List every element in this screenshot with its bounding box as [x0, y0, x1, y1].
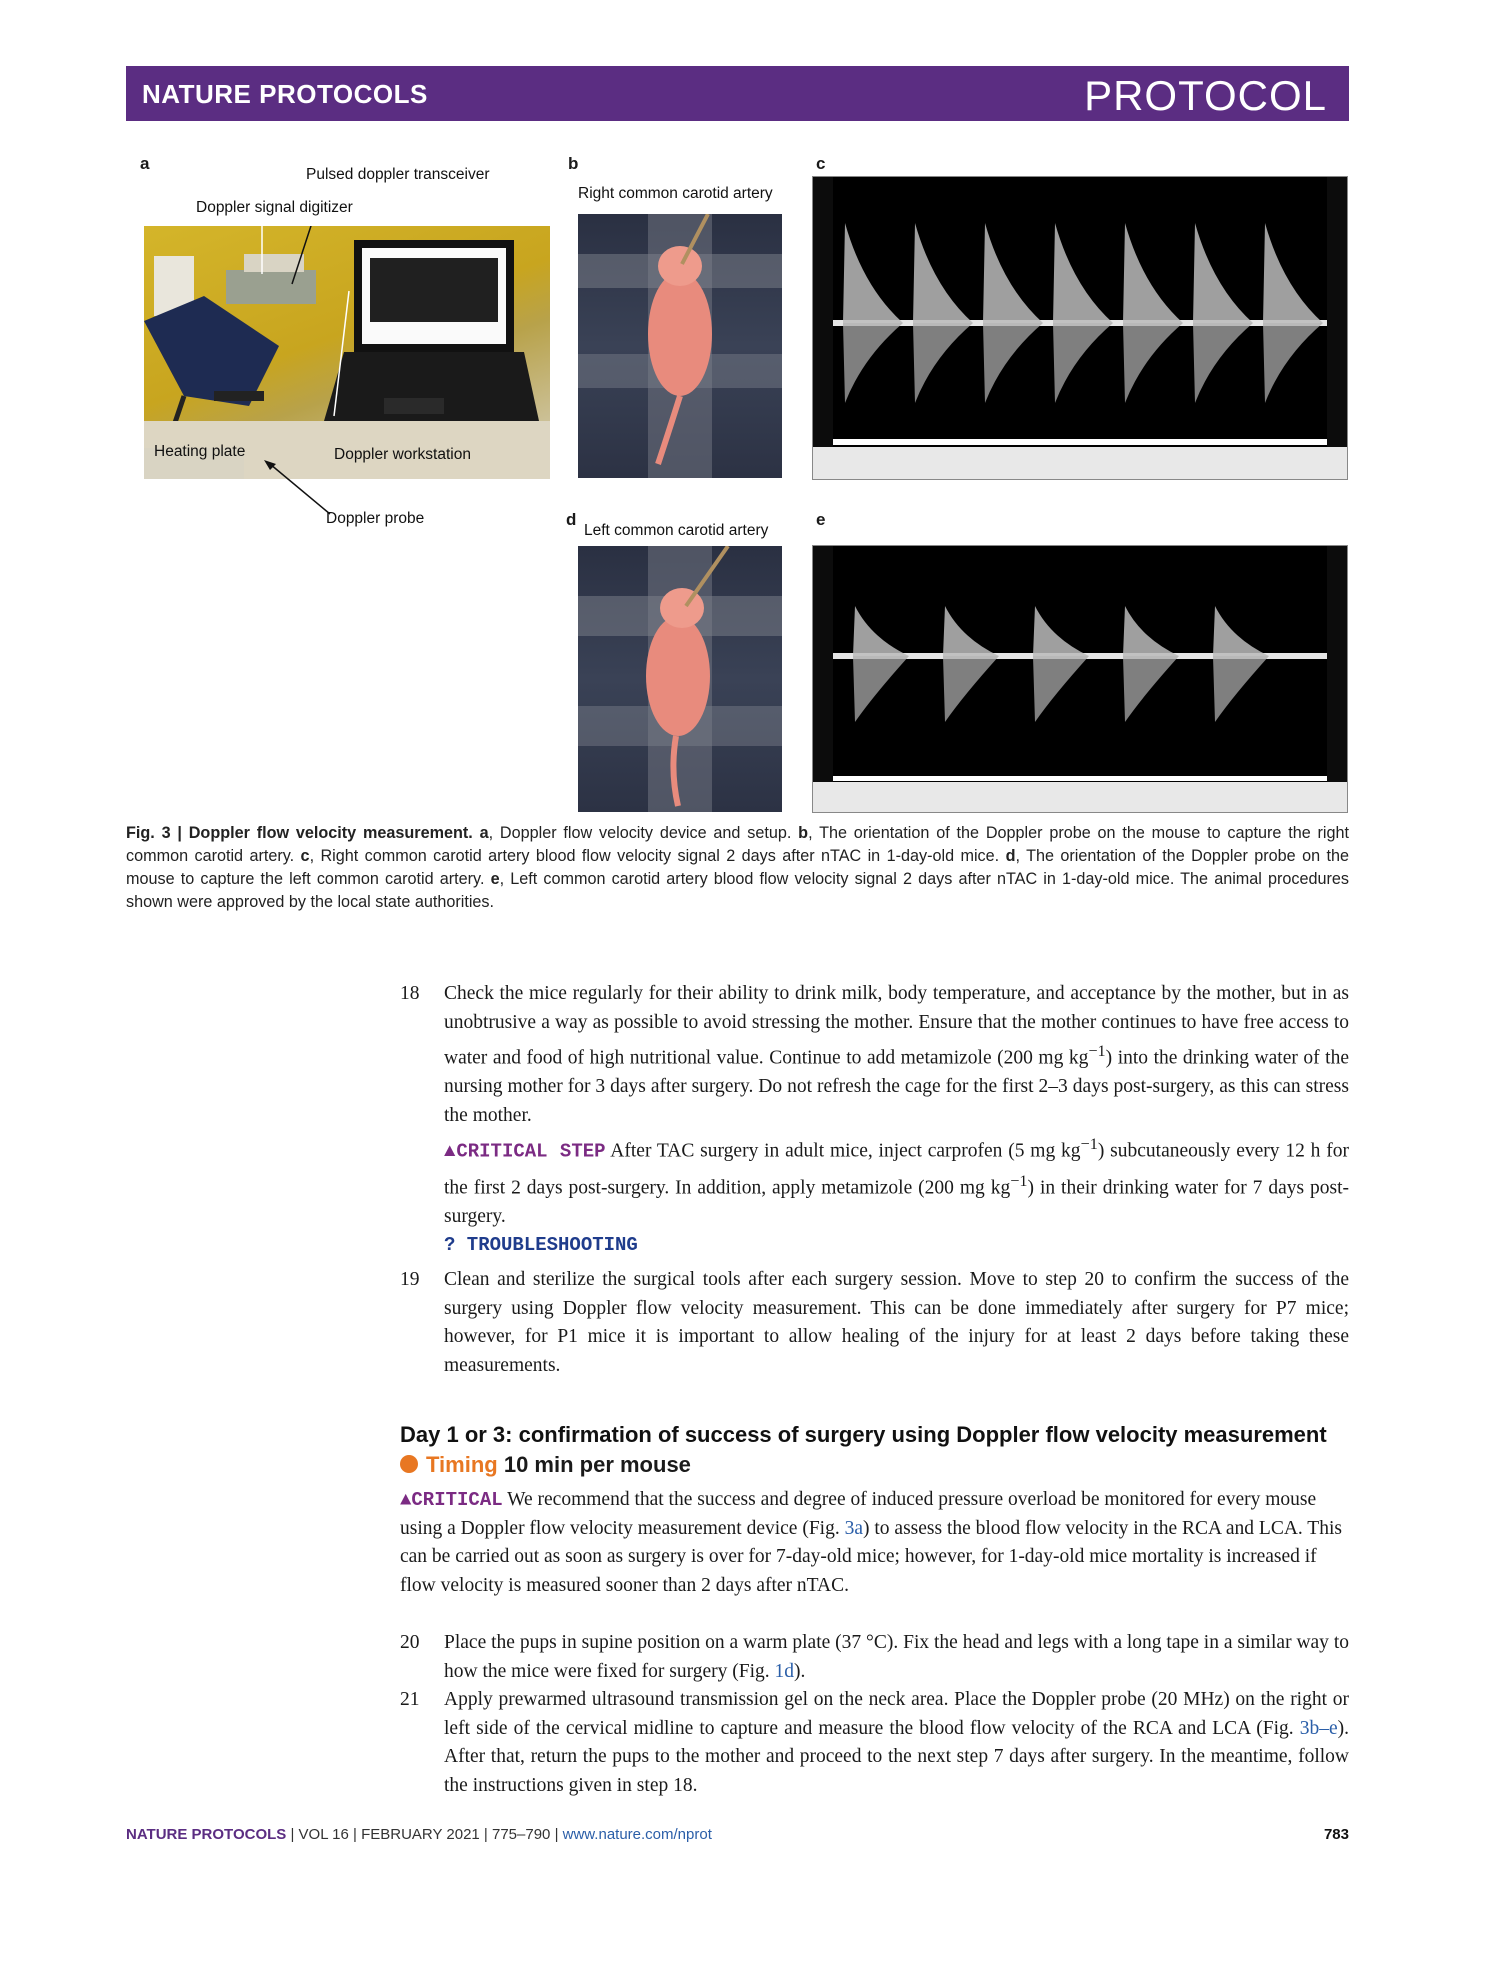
page-number: 783	[1323, 1826, 1349, 1843]
probe-arrow	[260, 458, 340, 518]
figure-caption	[126, 822, 1349, 914]
caption-text-d: , The orientation of the Doppler probe on the mouse to capture the left common carotid artery.	[126, 847, 1349, 888]
step-21	[400, 1686, 1349, 1800]
step-19	[400, 1266, 1349, 1380]
caption-key-c: c	[300, 847, 310, 865]
footer-separator: |	[479, 1826, 492, 1843]
mouse-photo-left	[578, 546, 782, 812]
callout-heating-plate: Heating plate	[154, 443, 246, 460]
mouse-photo-right	[578, 214, 782, 478]
panel-label-b: b	[568, 154, 579, 173]
timing-label: Timing	[426, 1452, 498, 1477]
step-20	[400, 1629, 1349, 1686]
timing-value: 10 min per mouse	[503, 1452, 691, 1477]
footer-separator: |	[550, 1826, 563, 1843]
footer-date: FEBRUARY 2021	[361, 1826, 480, 1843]
figure-link-3a[interactable]: 3a	[844, 1517, 863, 1539]
critical-step-text-a: After TAC surgery in adult mice, inject carprofen (5 mg kg	[605, 1140, 1081, 1162]
panel-label-d: d	[566, 510, 577, 529]
step-18	[400, 980, 1349, 1260]
journal-name: NATURE PROTOCOLS	[142, 79, 428, 109]
footer-pages: 775–790	[492, 1826, 551, 1843]
article-type: PROTOCOL	[1084, 72, 1327, 119]
callout-right-carotid: Right common carotid artery	[578, 185, 773, 202]
step-number: 18	[400, 983, 420, 1004]
critical-paragraph	[400, 1486, 1349, 1600]
caption-label: Fig. 3 | Doppler flow velocity measurement.	[126, 824, 473, 842]
section-heading: Day 1 or 3: confirmation of success of surgery using Doppler flow velocity measurement	[400, 1422, 1327, 1447]
doppler-setup-photo	[144, 226, 550, 479]
doppler-signal-left	[812, 545, 1348, 813]
figure-link-3b-e[interactable]: 3b–e	[1299, 1717, 1338, 1739]
caption-text-c: , Right common carotid artery blood flow velocity signal 2 days after nTAC in 1-day-old mice.	[309, 847, 1000, 865]
footer-url-link[interactable]: www.nature.com/nprot	[562, 1826, 712, 1843]
step-number: 20	[400, 1632, 420, 1653]
critical-step	[444, 1130, 1349, 1231]
superscript: −1	[1080, 1135, 1098, 1154]
footer-separator: |	[348, 1826, 362, 1843]
page-footer	[126, 1826, 1349, 1843]
caption-key-b: b	[798, 824, 809, 842]
panel-label-c: c	[816, 154, 826, 173]
callout-transceiver: Pulsed doppler transceiver	[306, 166, 490, 183]
step-21-text-a: Apply prewarmed ultrasound transmission gel on the neck area. Place the Doppler probe (20 MHz) on the right or left side of the cervical midline to capture and measure the blood flow velocity of the RCA and LCA (Fig.	[444, 1689, 1349, 1739]
superscript: −1	[1088, 1042, 1106, 1061]
troubleshooting-label: ? TROUBLESHOOTING	[444, 1234, 638, 1257]
caption-text-a: , Doppler flow velocity device and setup.	[488, 824, 792, 842]
critical-text-a: We recommend that the success and degree of induced pressure overload be monitored for every mouse using a Doppler flow velocity measurement device (Fig.	[400, 1489, 1317, 1539]
step-20-text-a: Place the pups in supine position on a warm plate (37 °C). Fix the head and legs with a long tape in a similar way to how the mice were fixed for surgery (Fig.	[444, 1632, 1349, 1682]
section-critical	[400, 1486, 1349, 1600]
callout-workstation: Doppler workstation	[334, 446, 471, 463]
caption-text-e: , Left common carotid artery blood flow velocity signal 2 days after nTAC in 1-day-old mice. The animal procedures shown were approved by the local state authorities.	[126, 870, 1349, 911]
doppler-signal-right	[812, 176, 1348, 480]
step-21-text-b: ). After that, return the pups to the mother and proceed to the next step 7 days after surgery. In the meantime, follow the instructions given in step 18.	[444, 1717, 1349, 1796]
caption-key-a: a	[479, 824, 489, 842]
timing-dot-icon	[400, 1455, 418, 1473]
footer-volume: VOL 16	[298, 1826, 349, 1843]
step-text	[444, 980, 1349, 1130]
timing	[400, 1452, 691, 1478]
journal-header	[126, 66, 1349, 121]
step-text	[444, 1686, 1349, 1800]
caption-key-d: d	[1005, 847, 1016, 865]
step-number: 19	[400, 1269, 420, 1290]
callout-probe: Doppler probe	[326, 510, 425, 527]
callout-digitizer: Doppler signal digitizer	[196, 199, 353, 216]
panel-label-a: a	[140, 154, 150, 173]
step-18-text-b: ) into the drinking water of the nursing mother for 3 days after surgery. Do not refresh the cage for the first 2–3 days post-surgery, as this can stress the mother.	[444, 1047, 1349, 1126]
footer-separator: |	[286, 1826, 299, 1843]
step-18-text-a: Check the mice regularly for their ability to drink milk, body temperature, and acceptance by the mother, but in as unobtrusive a way as possible to avoid stressing the mother. Ensure that the mother continues to have free access to water and food of high nutritional value. Continue to add metamizole (200 mg kg	[444, 983, 1349, 1069]
step-20-text-b: ).	[794, 1660, 806, 1682]
critical-text-b: ) to assess the blood flow velocity in the RCA and LCA. This can be carried out as soon as surgery is over for 7-day-old mice; however, for 1-day-old mice mortality is increased if flow velocity is measured sooner than 2 days after nTAC.	[400, 1517, 1342, 1596]
callout-left-carotid: Left common carotid artery	[584, 522, 769, 539]
superscript: −1	[1010, 1171, 1028, 1190]
troubleshooting	[444, 1231, 1349, 1260]
critical-label: ▲CRITICAL	[400, 1489, 503, 1511]
footer-journal: NATURE PROTOCOLS	[126, 1826, 287, 1843]
critical-step-text-b: ) subcutaneously every 12 h for the first 2 days post-surgery. In addition, apply metamizole (200 mg kg	[444, 1140, 1349, 1199]
step-text: Clean and sterilize the surgical tools after each surgery session. Move to step 20 to confirm the success of the surgery using Doppler flow velocity measurement. This can be done immediately after surgery for P7 mice; however, for P1 mice it is important to allow healing of the injury for at least 2 days before taking these measurements.	[444, 1269, 1349, 1376]
step-text	[444, 1629, 1349, 1686]
figure-link-1d[interactable]: 1d	[774, 1660, 795, 1682]
critical-step-text-c: ) in their drinking water for 7 days post-surgery.	[444, 1177, 1349, 1227]
caption-key-e: e	[490, 870, 500, 888]
step-number: 21	[400, 1689, 420, 1710]
caption-text-b: , The orientation of the Doppler probe on the mouse to capture the right common carotid artery.	[126, 824, 1350, 865]
critical-step-label: ▲CRITICAL STEP	[444, 1140, 606, 1163]
panel-label-e: e	[816, 510, 826, 529]
